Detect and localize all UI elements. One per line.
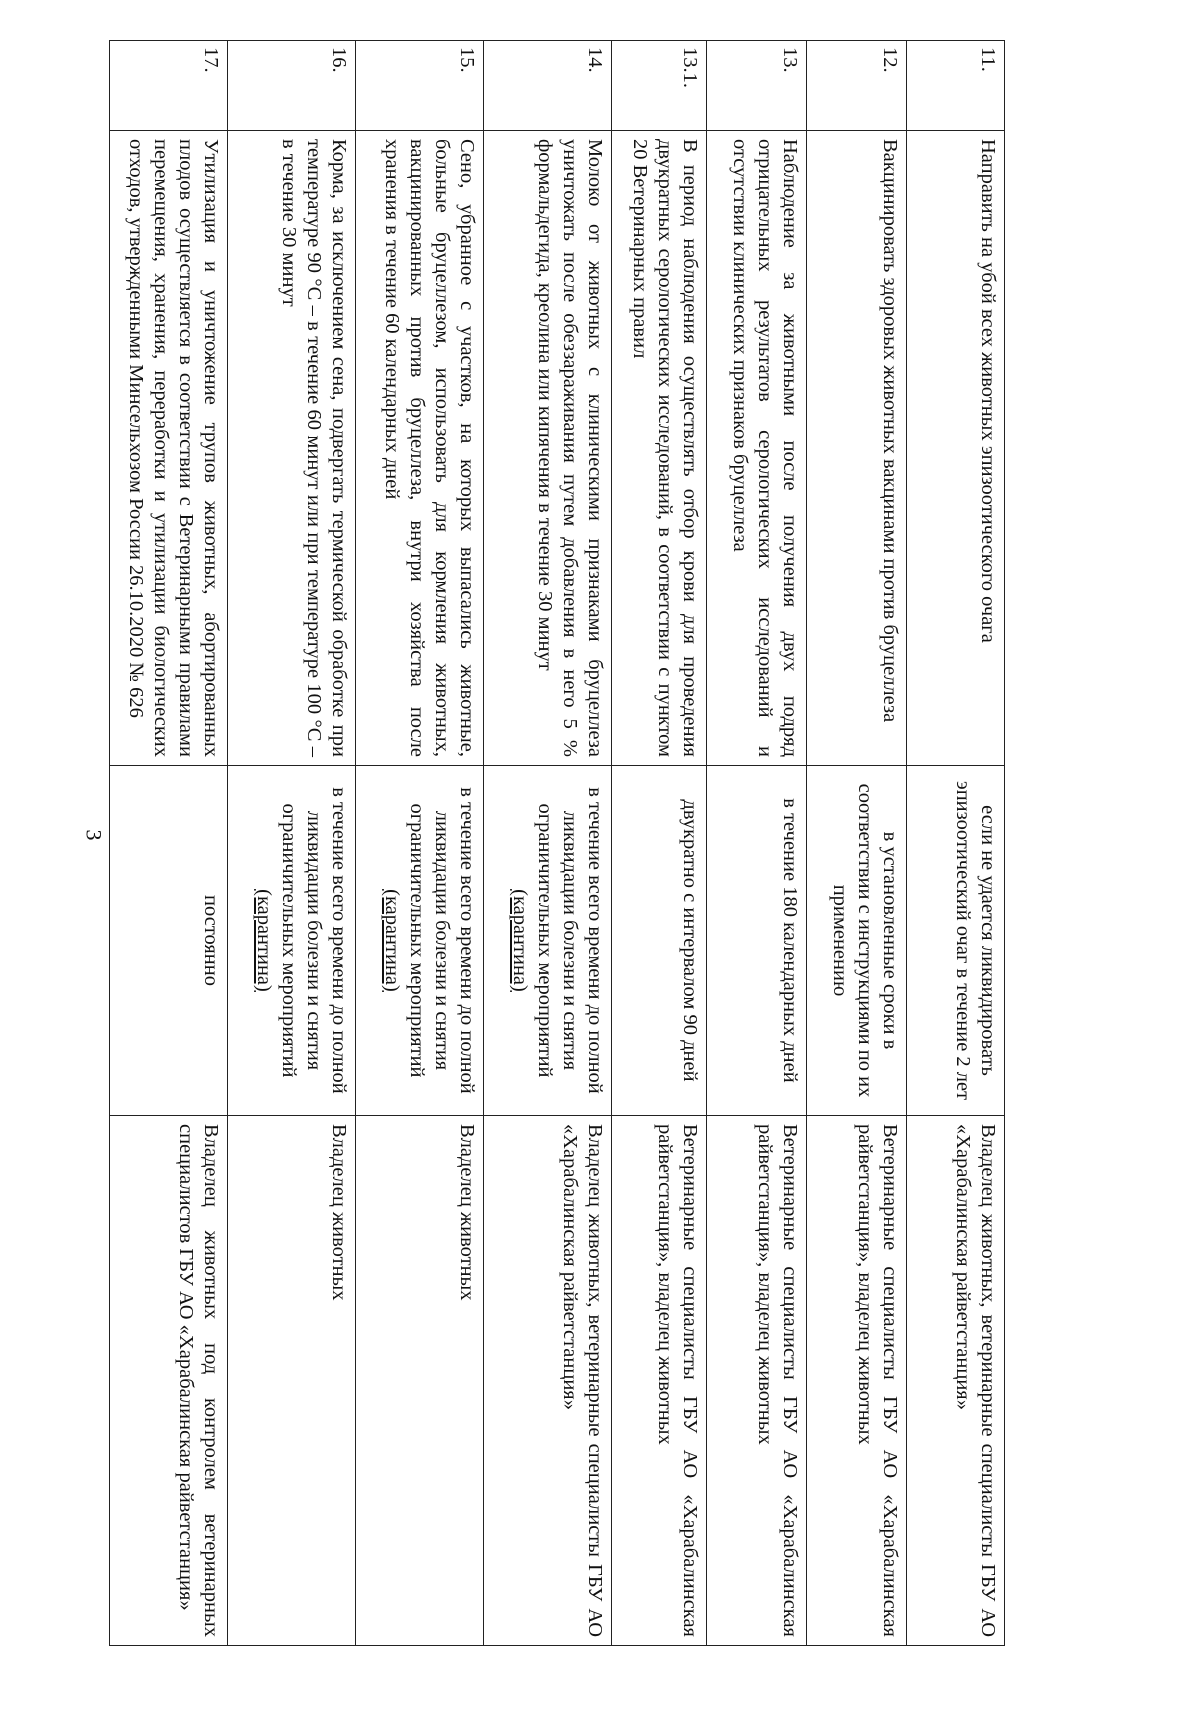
row-number: 14.	[484, 41, 612, 131]
responsible-cell: Владелец животных, ветеринарные специалисты ГБУ АО «Харабалинская райветстанция»	[907, 1116, 1005, 1646]
term-cell	[612, 766, 707, 1116]
term-quarantine-note: (карантина)	[509, 889, 531, 992]
table-row	[228, 41, 356, 1646]
action-cell: Наблюдение за животными после получения двух подряд отрицательных результатов серологических исследований и отсутствии клинических признаков бруцеллеза	[707, 131, 807, 766]
term-text: двукратно с интервалом 90 дней	[679, 799, 701, 1082]
row-number: 16.	[228, 41, 356, 131]
table-row	[356, 41, 484, 1646]
responsible-cell: Ветеринарные специалисты ГБУ АО «Харабалинская райветстанция», владелец животных	[707, 1116, 807, 1646]
term-text: постоянно	[200, 895, 222, 986]
page-number: 3	[81, 829, 107, 841]
term-cell	[907, 766, 1005, 1116]
term-cell	[707, 766, 807, 1116]
action-cell: Сено, убранное с участков, на которых выпасались животные, больные бруцеллезом, использовать для кормления животных, вакцинированных против бруцеллеза, внутри хозяйства после хранения в течение 60 календарных дней	[356, 131, 484, 766]
responsible-cell: Владелец животных	[228, 1116, 356, 1646]
responsible-cell: Владелец животных под контролем ветеринарных специалистов ГБУ АО «Харабалинская райветстанция»	[110, 1116, 228, 1646]
term-cell	[228, 766, 356, 1116]
measures-table	[109, 40, 1005, 1646]
action-cell: Молоко от животных с клиническими признаками бруцеллеза уничтожать после обеззараживания путем добавления в него 5 % формальдегида, креолина или кипячения в течение 30 минут	[484, 131, 612, 766]
table-row	[707, 41, 807, 1646]
table-row	[612, 41, 707, 1646]
term-quarantine-note: (карантина)	[253, 889, 275, 992]
term-text: если не удается ликвидировать эпизоотический очаг в течение 2 лет	[952, 780, 999, 1101]
action-cell: Утилизация и уничтожение трупов животных, абортированных плодов осуществляется в соответствии с Ветеринарными правилами перемещения, хранения, переработки и утилизации биологических отходов, утвержденными Минсельхозом России 26.10.2020 № 626	[110, 131, 228, 766]
action-cell: В период наблюдения осуществлять отбор крови для проведения двукратных серологических исследований, в соответствии с пунктом 20 Ветеринарных правил	[612, 131, 707, 766]
table-row	[484, 41, 612, 1646]
term-text: в течение всего времени до полной ликвидации болезни и снятия ограничительных мероприятий	[534, 787, 606, 1094]
term-text: в течение всего времени до полной ликвидации болезни и снятия ограничительных мероприятий	[278, 787, 350, 1094]
responsible-cell: Ветеринарные специалисты ГБУ АО «Харабалинская райветстанция», владелец животных	[612, 1116, 707, 1646]
action-cell: Вакцинировать здоровых животных вакцинами против бруцеллеза	[807, 131, 907, 766]
row-number: 13.1.	[612, 41, 707, 131]
row-number: 13.	[707, 41, 807, 131]
term-cell	[110, 766, 228, 1116]
action-cell: Корма, за исключением сена, подвергать термической обработке при температуре 90 °С – в течение 60 минут или при температуре 100 °С – в течение 30 минут	[228, 131, 356, 766]
term-cell	[484, 766, 612, 1116]
row-number: 11.	[907, 41, 1005, 131]
measures-table-container	[110, 40, 1005, 1645]
responsible-cell: Владелец животных	[356, 1116, 484, 1646]
term-text: в установленные сроки в соответствии с инструкциями по их применению	[829, 783, 901, 1098]
term-cell	[807, 766, 907, 1116]
row-number: 15.	[356, 41, 484, 131]
table-row	[907, 41, 1005, 1646]
responsible-cell: Ветеринарные специалисты ГБУ АО «Харабалинская райветстанция», владелец животных	[807, 1116, 907, 1646]
table-row	[110, 41, 228, 1646]
table-row	[807, 41, 907, 1646]
term-quarantine-note: (карантина)	[381, 889, 403, 992]
responsible-cell: Владелец животных, ветеринарные специалисты ГБУ АО «Харабалинская райветстанция»	[484, 1116, 612, 1646]
term-text: в течение всего времени до полной ликвидации болезни и снятия ограничительных мероприятий	[406, 787, 478, 1094]
action-cell: Направить на убой всех животных эпизоотического очага	[907, 131, 1005, 766]
term-cell	[356, 766, 484, 1116]
row-number: 17.	[110, 41, 228, 131]
term-text: в течение 180 календарных дней	[779, 798, 801, 1083]
row-number: 12.	[807, 41, 907, 131]
